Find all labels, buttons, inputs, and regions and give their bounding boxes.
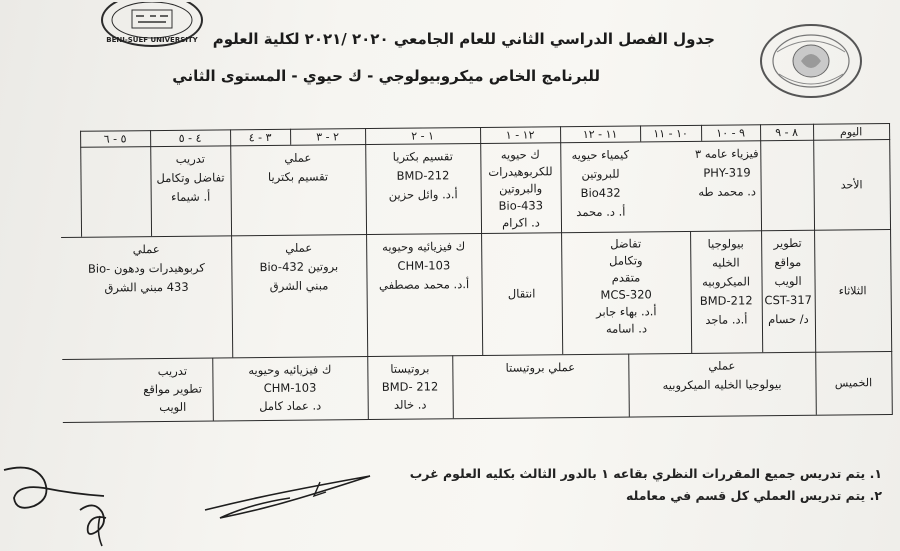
course-name-cont: متقدم xyxy=(611,270,641,285)
thursday-protista-lab xyxy=(452,354,629,419)
instructor: د/ حسام xyxy=(768,311,809,327)
course-name-cont: الميكروبيه xyxy=(702,274,751,289)
tuesday-web-dev xyxy=(761,230,815,353)
header-slot-10-11: ١٠ - ١١ xyxy=(653,126,688,140)
tuesday-advanced-calculus xyxy=(561,231,691,354)
day-thursday: الخميس xyxy=(834,376,873,390)
seal-left-text: BENI-SUEF UNIVERSITY xyxy=(106,36,198,44)
signature-left xyxy=(0,440,140,551)
tuesday-carb-fat-lab xyxy=(61,235,232,359)
faculty-seal-right xyxy=(757,22,865,100)
course-name-cont: الويب xyxy=(159,399,187,415)
course-code: BMD- 212 xyxy=(381,379,439,394)
course-name: ك فيزيائيه وحيويه xyxy=(382,239,466,254)
sunday-protein-biochem xyxy=(560,141,641,232)
schedule-table xyxy=(60,117,893,425)
schedule-title: جدول الفصل الدراسي الثاني للعام الجامعي ٢٠٢٠ /٢٠٢١ لكلية العلوم xyxy=(212,30,715,48)
header-slot-9-10: ٩ - ١٠ xyxy=(716,125,746,140)
course-name-cont: الخليه xyxy=(712,255,740,270)
course-code: PHY-319 xyxy=(703,165,751,180)
instructor: د. خالد xyxy=(393,397,427,412)
header-slot-11-12: ١١ - ١٢ xyxy=(582,127,618,141)
course-code: CHM-103 xyxy=(263,380,317,396)
day-tuesday: الثلاثاء xyxy=(838,283,867,298)
course-name: تقسيم بكتريا xyxy=(392,149,453,164)
note-1: ١. يتم تدريس جميع المقررات النظري بقاعه ١ بالدور الثالث بكليه العلوم غرب xyxy=(409,466,882,481)
course-name-cont: وتكامل xyxy=(609,253,643,268)
session-type: عملي xyxy=(708,358,736,373)
instructor: أ.د. محمد مصطفي xyxy=(378,277,470,292)
header-slot-8-9: ٨ - ٩ xyxy=(775,125,799,139)
thursday-web-training xyxy=(132,358,213,422)
instructor: د. محمد طه xyxy=(698,184,757,199)
course-name: ك حيويه xyxy=(500,147,540,162)
course-code: CHM-103 xyxy=(397,258,451,273)
instructor: د. عماد كامل xyxy=(259,398,322,414)
course-code: BMD-212 xyxy=(699,293,753,308)
instructor: أ. د. محمد xyxy=(576,204,626,220)
course-code: Bio432 xyxy=(580,185,621,201)
course-name: تفاضل وتكامل xyxy=(156,170,225,186)
session-type: عملي xyxy=(285,240,313,255)
session-type: تدريب xyxy=(157,363,188,379)
course-name: تقسيم بكتريا xyxy=(267,169,329,185)
header-slot-1-2: ١ - ٢ xyxy=(411,128,435,143)
course-name: بيولوجيا xyxy=(707,236,744,251)
course-name: تطوير مواقع xyxy=(773,235,802,270)
course-name: كربوهيدرات ودهون -Bio xyxy=(87,260,205,276)
session-type: عملي xyxy=(284,150,312,165)
tuesday-transfer xyxy=(481,232,562,355)
location: 433 مبني الشرق xyxy=(104,279,189,295)
course-name: ك فيزيائيه وحيويه xyxy=(248,362,332,378)
instructor: أ.د. ماجد xyxy=(705,312,748,327)
header-slot-3-4: ٣ - ٤ xyxy=(248,130,272,144)
course-name-cont: للكربوهيدرات xyxy=(488,164,553,179)
course-code: MCS-320 xyxy=(600,287,652,302)
instructor: أ.د. وائل حزين xyxy=(388,187,458,202)
course-name: عملي بروتيستا xyxy=(505,360,576,375)
instructor: د. اكرام xyxy=(502,215,540,230)
thursday-biophysical-chem xyxy=(212,356,368,420)
course-name-cont: والبروتين xyxy=(499,181,543,196)
instructor: أ.د. بهاء جابر xyxy=(596,304,657,319)
thursday-microbial-cell-lab xyxy=(628,352,816,417)
course-name: تطوير مواقع xyxy=(143,381,202,397)
sunday-physics xyxy=(640,140,814,232)
course-code: BMD-212 xyxy=(396,168,450,183)
tuesday-microbial-cell-bio xyxy=(690,230,762,353)
note-2: ٢. يتم تدريس العملي كل قسم في معامله xyxy=(626,488,882,503)
location: مبني الشرق xyxy=(269,278,329,293)
session-type: عملي xyxy=(132,242,160,257)
transfer-label: انتقال xyxy=(507,285,536,301)
header-day: اليوم xyxy=(839,124,863,139)
signature-center xyxy=(200,470,375,530)
course-name-cont: الويب xyxy=(774,273,802,289)
course-name: بروتيستا xyxy=(390,361,430,376)
instructor-2: د. اسامه xyxy=(605,321,648,336)
tuesday-biophysical-chem xyxy=(366,233,482,356)
course-name: فيزياء عامه ٣ xyxy=(694,146,759,161)
notes-section xyxy=(410,463,882,507)
thursday-protista xyxy=(367,355,453,419)
course-name: بيولوجيا الخليه الميكروبيه xyxy=(662,377,782,393)
course-code: Bio-433 xyxy=(498,198,544,213)
sunday-bacteria-taxonomy xyxy=(365,143,481,234)
day-sunday: الأحد xyxy=(840,177,863,192)
header-slot-5-6: ٥ - ٦ xyxy=(103,131,127,146)
program-subtitle: للبرنامج الخاص ميكروبيولوجي - ك حيوي - المستوى الثاني xyxy=(172,67,600,85)
course-name: كيمياء حيويه xyxy=(571,147,630,163)
university-seal-left xyxy=(98,2,206,48)
header-slot-4-5: ٤ - ٥ xyxy=(178,131,202,145)
session-type: تدريب xyxy=(175,151,206,166)
course-name: تفاضل xyxy=(610,236,642,251)
course-name-cont: للبروتين xyxy=(581,166,620,181)
sunday-calculus-training xyxy=(150,145,231,236)
header-slot-12-1: ١٢ - ١ xyxy=(505,127,535,142)
header-slot-2-3: ٢ - ٣ xyxy=(316,129,340,144)
course-code: CST-317 xyxy=(764,292,812,308)
sunday-bacteria-lab xyxy=(230,144,366,235)
sunday-carb-protein xyxy=(480,142,561,233)
course-name: بروتين Bio-432 xyxy=(259,259,339,275)
tuesday-protein-lab xyxy=(231,234,367,357)
instructor: أ. شيماء xyxy=(171,189,211,204)
